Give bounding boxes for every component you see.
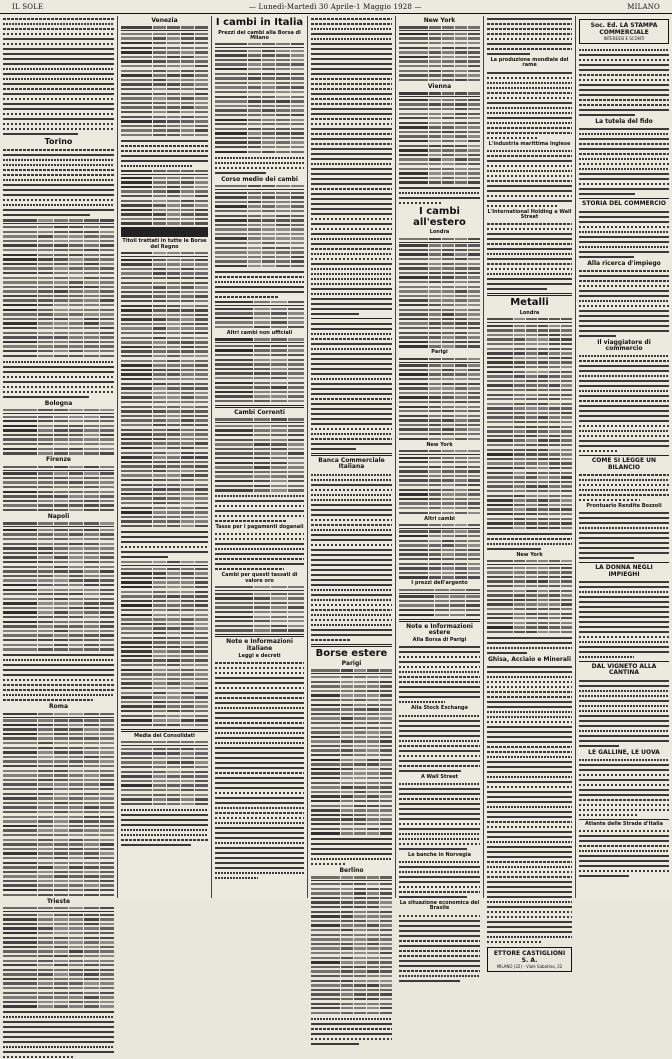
- article-text: [3, 16, 114, 136]
- section-heading: Venezia: [151, 17, 178, 24]
- section-heading: I prezzi dell'argento: [411, 580, 468, 587]
- article-text: [579, 353, 669, 453]
- divider: [579, 819, 669, 820]
- section-heading: Torino: [44, 137, 73, 146]
- quotation-table: [3, 465, 114, 512]
- article-text: [311, 321, 392, 451]
- section-heading: LA DONNA NEGLI IMPIEGHI: [595, 564, 653, 578]
- section-heading: Leggi e decreti: [238, 652, 281, 659]
- section-heading: Bologna: [44, 399, 73, 407]
- section-heading: I cambi all'estero: [413, 206, 466, 228]
- section-heading: Borse estere: [315, 647, 388, 659]
- article-text: [311, 16, 392, 316]
- advertisement-box: [579, 19, 669, 44]
- article-text: [3, 1009, 114, 1059]
- divider: [579, 455, 669, 456]
- article-text: [399, 859, 480, 899]
- article-text: [487, 16, 572, 56]
- section-heading: Londra: [429, 229, 450, 236]
- divider: [311, 644, 392, 647]
- section-heading: A Wall Street: [420, 773, 459, 780]
- section-heading: Alla Borsa di Parigi: [412, 637, 467, 644]
- divider: [215, 634, 304, 637]
- section-heading: Vienna: [427, 82, 452, 90]
- article-text: [487, 635, 572, 655]
- divider: [215, 405, 304, 408]
- quotation-table: [311, 668, 392, 835]
- divider: [579, 661, 669, 662]
- section-heading: New York: [516, 551, 543, 558]
- section-heading: New York: [426, 441, 453, 448]
- section-heading: Altri cambi: [424, 515, 455, 522]
- section-heading: Le banche in Norvegia: [408, 851, 471, 858]
- divider: [579, 562, 669, 563]
- article-text: [399, 185, 480, 205]
- article-text: [487, 148, 572, 208]
- section-heading: Firenze: [45, 456, 72, 464]
- section-heading: Media dei Consolidati: [134, 732, 195, 739]
- quotation-table: [121, 740, 208, 806]
- section-heading: I cambi in Italia: [215, 17, 304, 28]
- section-heading: Note e Informazioni estere: [406, 622, 473, 636]
- section-heading: Metalli: [510, 297, 549, 309]
- quotation-table: [487, 317, 572, 530]
- article-text: [215, 660, 304, 880]
- quotation-table: [399, 588, 480, 617]
- article-text: [579, 828, 669, 878]
- section-heading: L'International Holding a Wall Street: [487, 208, 572, 220]
- quotation-table: [3, 906, 114, 1008]
- section-heading: Parigi: [341, 660, 362, 668]
- article-text: [3, 359, 114, 399]
- article-text: [579, 268, 669, 338]
- article-text: [311, 1016, 392, 1046]
- article-text: [399, 713, 480, 773]
- quotation-table: [3, 408, 114, 455]
- quotation-table: [215, 337, 304, 403]
- section-heading: Banca Commerciale Italiana: [318, 457, 385, 471]
- article-text: [121, 807, 208, 847]
- quotation-table: [121, 25, 208, 137]
- section-heading: LE GALLINE, LE UOVA: [588, 748, 660, 756]
- column-4: [308, 16, 396, 898]
- quotation-table: [399, 237, 480, 349]
- article-text: [3, 652, 114, 702]
- article-text: [215, 531, 304, 571]
- article-text: [579, 47, 669, 117]
- quotation-table: [215, 42, 304, 154]
- quotation-table: [487, 559, 572, 634]
- section-heading: Parigi: [431, 349, 448, 356]
- section-heading: Alla Stock Exchange: [411, 705, 468, 712]
- section-heading: Altri cambi non ufficiali: [226, 330, 293, 337]
- quotation-table: [311, 875, 392, 1014]
- article-text: [3, 147, 114, 217]
- article-text: [579, 209, 669, 259]
- quotation-table: [121, 560, 208, 727]
- quotation-table: [215, 585, 304, 632]
- article-text: [579, 510, 669, 560]
- section-heading: Napoli: [47, 512, 70, 520]
- quotation-table: [399, 357, 480, 441]
- masthead-date: — Lunedì-Martedì 30 Aprile-1 Maggio 1928 —: [248, 2, 422, 11]
- advertisement-line: INTERESSI E SCONTI: [603, 36, 645, 41]
- article-text: [487, 664, 572, 944]
- article-text: [579, 757, 669, 817]
- quotation-table: [3, 712, 114, 897]
- section-heading: New York: [423, 17, 456, 24]
- quotation-table: [3, 521, 114, 651]
- section-heading: Cambi Correnti: [234, 408, 285, 416]
- masthead: [0, 0, 672, 14]
- section-heading: Tasse per i pagamenti doganali: [215, 524, 304, 531]
- divider: [487, 293, 572, 296]
- article-text: [121, 138, 208, 168]
- masthead-left: IL SOLE: [12, 2, 44, 11]
- quotation-table: [215, 417, 304, 492]
- article-text: [399, 913, 480, 983]
- section-heading: Trieste: [46, 897, 71, 905]
- article-text: [579, 579, 669, 659]
- divider: [121, 729, 208, 732]
- section-heading: Roma: [48, 703, 69, 711]
- section-heading: STORIA DEL COMMERCIO: [582, 200, 666, 208]
- article-text: [487, 531, 572, 551]
- section-heading: Cambi per questi tassati di valore oro: [221, 572, 298, 584]
- quotation-table: [215, 300, 304, 329]
- article-text: [579, 126, 669, 196]
- section-heading: Atlante delle Strade d'Italia: [584, 820, 664, 827]
- article-text: [121, 529, 208, 559]
- section-heading: Corso medio dei cambi: [221, 175, 298, 183]
- column-5: [396, 16, 484, 912]
- article-text: [215, 155, 304, 175]
- section-heading: Il viaggiatore di commercio: [597, 338, 651, 353]
- quotation-table: [399, 91, 480, 184]
- quotation-table: [215, 184, 304, 268]
- column-7: [576, 16, 672, 898]
- article-text: [311, 836, 392, 866]
- quotation-table: [399, 449, 480, 515]
- divider: [311, 453, 392, 456]
- section-heading: L'industria marittima inglese: [488, 140, 571, 147]
- quotation-table: [121, 169, 208, 226]
- article-text: [579, 472, 669, 502]
- article-text: [487, 221, 572, 291]
- divider: [311, 318, 392, 319]
- advertisement-title: Soc. Ed. LA STAMPA COMMERCIALE: [590, 22, 658, 36]
- article-text: [399, 781, 480, 851]
- section-heading: DAL VIGNETO ALLA CANTINA: [591, 662, 657, 677]
- advertisement-title: ETTORE CASTIGLIONI S. A.: [493, 950, 566, 965]
- advertisement-line: MILANO (22) - Viale Sabotino, 22: [496, 964, 563, 970]
- article-text: [579, 678, 669, 748]
- divider: [399, 619, 480, 622]
- quotation-table: [399, 25, 480, 82]
- section-heading: Titoli trattati in tutte le Borse del Regno: [122, 238, 207, 250]
- section-heading: Alla ricerca d'impiego: [587, 259, 661, 267]
- section-heading: La situazione economica del Brasile: [399, 900, 480, 912]
- section-heading: Ghisa, Acciaio e Minerali: [487, 655, 572, 663]
- quotation-table: [3, 218, 114, 357]
- section-heading: Berlino: [339, 867, 364, 875]
- column-6: [484, 16, 576, 970]
- article-text: [487, 70, 572, 140]
- column-3: [212, 16, 308, 898]
- section-heading: La tutela del fido: [595, 118, 653, 125]
- article-text: [311, 472, 392, 642]
- dark-band: [121, 227, 208, 237]
- column-1: [0, 16, 118, 905]
- article-text: [399, 644, 480, 704]
- section-heading: La produzione mondiale del rame: [490, 57, 569, 69]
- section-heading: Note e Informazioni italiane: [226, 638, 293, 652]
- section-heading: Prontuario Rendite Bozzoli: [586, 503, 662, 510]
- masthead-right: MILANO: [627, 2, 660, 11]
- column-2: [118, 16, 212, 898]
- divider: [579, 198, 669, 199]
- quotation-table: [399, 523, 480, 580]
- section-heading: Londra: [519, 309, 540, 316]
- advertisement-box: [487, 947, 572, 972]
- article-text: [215, 269, 304, 299]
- article-text: [215, 493, 304, 523]
- quotation-table: [121, 251, 208, 528]
- section-heading: COME SI LEGGE UN BILANCIO: [591, 457, 657, 471]
- section-heading: Prezzi dei cambi alla Borsa di Milano: [218, 29, 301, 41]
